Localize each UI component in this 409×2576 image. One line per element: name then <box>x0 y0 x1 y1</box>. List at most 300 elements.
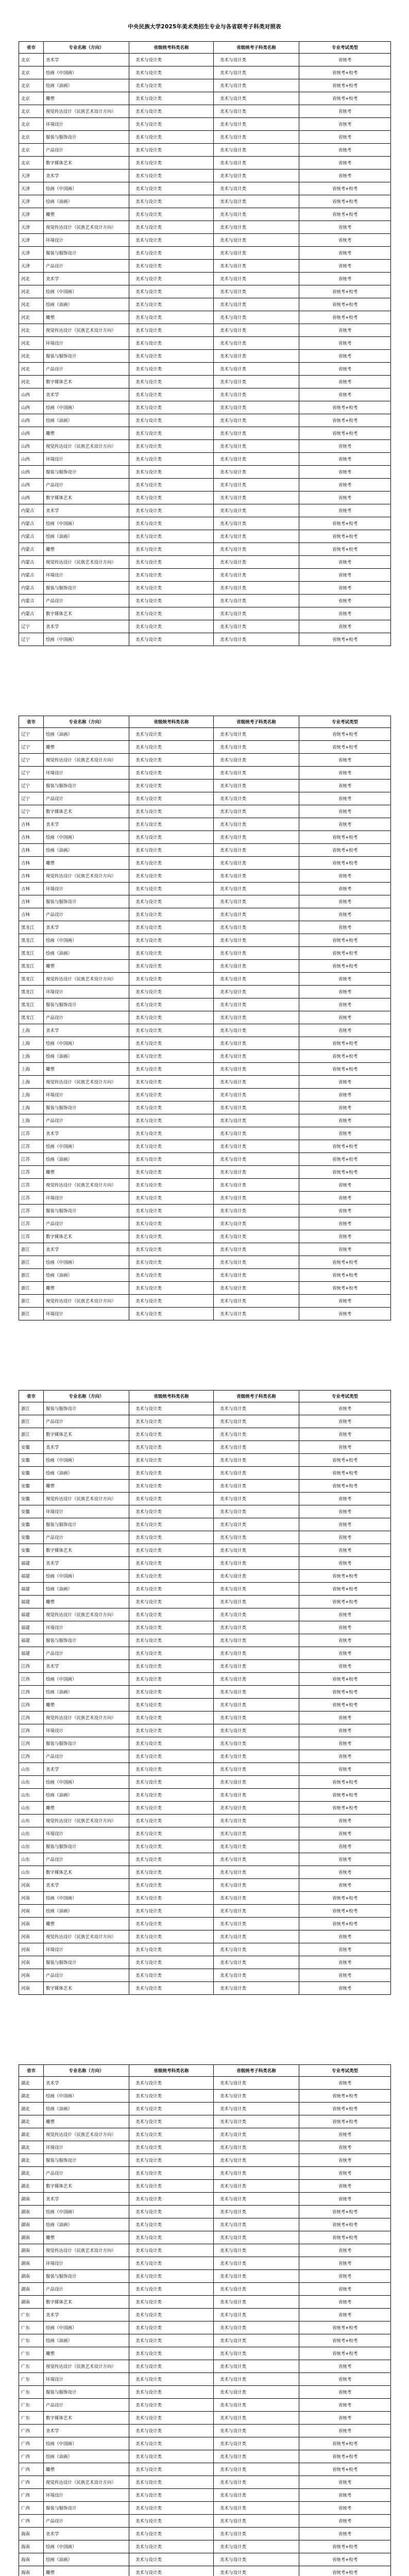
table-row <box>19 2257 391 2270</box>
cell-province: 安徽 <box>19 1441 44 1454</box>
header-row <box>19 1391 391 1402</box>
cell-exam-type: 省统考 <box>299 504 391 517</box>
cell-exam-subcategory: 美术与设计类 <box>214 1776 299 1789</box>
cell-province: 吉林 <box>19 857 44 870</box>
cell-exam-type: 省统考 <box>299 479 391 492</box>
table-row <box>19 285 391 298</box>
cell-exam-subcategory: 美术与设计类 <box>214 2386 299 2399</box>
cell-major: 环境设计 <box>44 1192 129 1205</box>
cell-major: 雕塑 <box>44 1063 129 1076</box>
cell-major: 产品设计 <box>44 260 129 273</box>
cell-province: 湖北 <box>19 2103 44 2115</box>
header-exam-category: 省级统考科类名称 <box>129 42 214 54</box>
cell-major: 数字媒体艺术 <box>44 2296 129 2309</box>
cell-province: 上海 <box>19 1063 44 1076</box>
cell-major: 绘画（油画） <box>44 195 129 208</box>
table-row <box>19 921 391 934</box>
cell-exam-category: 美术与设计类 <box>129 1711 214 1724</box>
cell-major: 视觉传达设计（民族艺术设计方向） <box>44 1076 129 1089</box>
cell-exam-subcategory: 美术与设计类 <box>214 2528 299 2540</box>
table-row <box>19 556 391 569</box>
table-row <box>19 607 391 620</box>
cell-exam-category: 美术与设计类 <box>129 1179 214 1192</box>
table-row <box>19 427 391 440</box>
cell-exam-subcategory: 美术与设计类 <box>214 2412 299 2425</box>
cell-exam-subcategory: 美术与设计类 <box>214 2463 299 2476</box>
cell-major: 视觉传达设计（民族艺术设计方向） <box>44 973 129 986</box>
cell-major: 美术学 <box>44 1879 129 1892</box>
cell-exam-subcategory: 美术与设计类 <box>214 2206 299 2218</box>
cell-province: 河北 <box>19 311 44 324</box>
cell-exam-category: 美术与设计类 <box>129 2566 214 2576</box>
cell-exam-type: 省统考 <box>299 1076 391 1089</box>
header-province: 省市 <box>19 1391 44 1402</box>
cell-major: 雕塑 <box>44 2566 129 2576</box>
cell-exam-category: 美术与设计类 <box>129 1699 214 1711</box>
table-row <box>19 844 391 857</box>
cell-province: 江苏 <box>19 1140 44 1153</box>
cell-exam-type: 省统考 <box>299 1505 391 1518</box>
table-row <box>19 2373 391 2386</box>
cell-major: 数字媒体艺术 <box>44 805 129 818</box>
table-row <box>19 1282 391 1295</box>
table-row <box>19 1114 391 1127</box>
cell-major: 绘画（油画） <box>44 1686 129 1699</box>
cell-exam-type: 省统考 <box>299 1415 391 1428</box>
cell-exam-type: 省统考+校考 <box>299 92 391 105</box>
table-row <box>19 1724 391 1737</box>
cell-province: 山西 <box>19 440 44 453</box>
table-row <box>19 92 391 105</box>
cell-exam-subcategory: 美术与设计类 <box>214 1179 299 1192</box>
cell-major: 美术学 <box>44 1763 129 1776</box>
cell-exam-type: 省统考 <box>299 1531 391 1544</box>
cell-exam-type: 省统考 <box>299 492 391 504</box>
cell-exam-type: 省统考 <box>299 157 391 170</box>
cell-exam-subcategory: 美术与设计类 <box>214 543 299 556</box>
cell-province: 浙江 <box>19 1282 44 1295</box>
cell-province: 北京 <box>19 157 44 170</box>
cell-province: 广东 <box>19 2321 44 2334</box>
cell-major: 绘画（中国画） <box>44 1256 129 1269</box>
cell-major: 环境设计 <box>44 569 129 582</box>
cell-province: 山西 <box>19 401 44 414</box>
table-row <box>19 440 391 453</box>
cell-province: 江苏 <box>19 1153 44 1166</box>
cell-province: 天津 <box>19 221 44 234</box>
cell-major: 绘画（油画） <box>44 2450 129 2463</box>
cell-exam-category: 美术与设计类 <box>129 1930 214 1943</box>
table-row <box>19 1050 391 1063</box>
cell-exam-type: 省统考 <box>299 54 391 66</box>
cell-province: 安徽 <box>19 1505 44 1518</box>
table-row <box>19 453 391 466</box>
cell-province: 内蒙古 <box>19 595 44 607</box>
table-row <box>19 1308 391 1320</box>
table-row <box>19 1892 391 1905</box>
cell-province: 天津 <box>19 182 44 195</box>
table-row <box>19 208 391 221</box>
cell-exam-category: 美术与设计类 <box>129 973 214 986</box>
cell-exam-type: 省统考 <box>299 1930 391 1943</box>
cell-province: 浙江 <box>19 1269 44 1282</box>
cell-major: 数字媒体艺术 <box>44 1428 129 1441</box>
cell-exam-category: 美术与设计类 <box>129 66 214 79</box>
cell-exam-subcategory: 美术与设计类 <box>214 1140 299 1153</box>
cell-province: 广东 <box>19 2347 44 2360</box>
cell-exam-subcategory: 美术与设计类 <box>214 1699 299 1711</box>
cell-major: 绘画（油画） <box>44 2218 129 2231</box>
cell-major: 美术学 <box>44 504 129 517</box>
cell-exam-category: 美术与设计类 <box>129 118 214 131</box>
cell-exam-subcategory: 美术与设计类 <box>214 2347 299 2360</box>
cell-exam-subcategory: 美术与设计类 <box>214 895 299 908</box>
table-row <box>19 2218 391 2231</box>
table-row <box>19 2244 391 2257</box>
cell-province: 辽宁 <box>19 754 44 767</box>
cell-province: 广西 <box>19 2437 44 2450</box>
cell-exam-subcategory: 美术与设计类 <box>214 1737 299 1750</box>
table-row <box>19 221 391 234</box>
table-row <box>19 1505 391 1518</box>
cell-exam-type: 省统考+校考 <box>299 1673 391 1686</box>
cell-exam-subcategory: 美术与设计类 <box>214 582 299 595</box>
table-row <box>19 779 391 792</box>
cell-exam-type: 省统考+校考 <box>299 182 391 195</box>
cell-exam-subcategory: 美术与设计类 <box>214 1518 299 1531</box>
cell-exam-subcategory: 美术与设计类 <box>214 1295 299 1308</box>
cell-exam-type: 省统考 <box>299 2412 391 2425</box>
cell-exam-subcategory: 美术与设计类 <box>214 2360 299 2373</box>
cell-exam-subcategory: 美术与设计类 <box>214 1943 299 1956</box>
cell-exam-type: 省统考 <box>299 2489 391 2502</box>
cell-province: 福建 <box>19 1621 44 1634</box>
cell-province: 浙江 <box>19 1415 44 1428</box>
cell-exam-subcategory: 美术与设计类 <box>214 2553 299 2566</box>
cell-exam-subcategory: 美术与设计类 <box>214 144 299 157</box>
table-row <box>19 2231 391 2244</box>
cell-exam-category: 美术与设计类 <box>129 376 214 388</box>
table-row <box>19 1101 391 1114</box>
cell-exam-type: 省统考 <box>299 453 391 466</box>
cell-exam-subcategory: 美术与设计类 <box>214 754 299 767</box>
cell-exam-subcategory: 美术与设计类 <box>214 311 299 324</box>
cell-province: 河南 <box>19 1879 44 1892</box>
cell-exam-type: 省统考+校考 <box>299 1918 391 1930</box>
table-row <box>19 1441 391 1454</box>
cell-exam-subcategory: 美术与设计类 <box>214 1557 299 1570</box>
cell-province: 广东 <box>19 2360 44 2373</box>
cell-exam-type: 省统考 <box>299 1493 391 1505</box>
cell-exam-category: 美术与设计类 <box>129 2334 214 2347</box>
cell-exam-subcategory: 美术与设计类 <box>214 79 299 92</box>
cell-major: 服装与服饰设计 <box>44 1956 129 1969</box>
cell-exam-type: 省统考 <box>299 440 391 453</box>
cell-exam-subcategory: 美术与设计类 <box>214 2309 299 2321</box>
cell-exam-subcategory: 美术与设计类 <box>214 2244 299 2257</box>
cell-exam-type: 省统考 <box>299 350 391 363</box>
cell-province: 广东 <box>19 2373 44 2386</box>
cell-province: 广西 <box>19 2515 44 2528</box>
cell-exam-category: 美术与设计类 <box>129 1557 214 1570</box>
cell-major: 美术学 <box>44 1024 129 1037</box>
cell-exam-category: 美术与设计类 <box>129 1076 214 1089</box>
table-row <box>19 2090 391 2103</box>
cell-exam-type: 省统考 <box>299 595 391 607</box>
cell-major: 产品设计 <box>44 1114 129 1127</box>
cell-exam-type: 省统考+校考 <box>299 1905 391 1918</box>
table-row <box>19 105 391 118</box>
cell-exam-type: 省统考 <box>299 1621 391 1634</box>
table-row <box>19 2386 391 2399</box>
cell-exam-subcategory: 美术与设计类 <box>214 2154 299 2167</box>
table-row <box>19 2154 391 2167</box>
cell-major: 绘画（中国画） <box>44 1454 129 1467</box>
cell-major: 环境设计 <box>44 1827 129 1840</box>
cell-province: 辽宁 <box>19 633 44 646</box>
cell-exam-type: 省统考 <box>299 376 391 388</box>
cell-province: 天津 <box>19 260 44 273</box>
cell-exam-subcategory: 美术与设计类 <box>214 1866 299 1879</box>
cell-exam-type: 省统考+校考 <box>299 2437 391 2450</box>
table-row <box>19 1608 391 1621</box>
cell-exam-category: 美术与设计类 <box>129 1570 214 1583</box>
table-row <box>19 1011 391 1024</box>
cell-major: 美术学 <box>44 1127 129 1140</box>
cell-exam-type: 省统考 <box>299 1840 391 1853</box>
cell-exam-subcategory: 美术与设计类 <box>214 1802 299 1815</box>
cell-exam-subcategory: 美术与设计类 <box>214 92 299 105</box>
cell-exam-type: 省统考 <box>299 1634 391 1647</box>
table-row <box>19 1089 391 1101</box>
cell-province: 湖北 <box>19 2141 44 2154</box>
cell-exam-category: 美术与设计类 <box>129 2476 214 2489</box>
cell-province: 山东 <box>19 1815 44 1827</box>
cell-exam-type: 省统考 <box>299 1441 391 1454</box>
cell-exam-subcategory: 美术与设计类 <box>214 1724 299 1737</box>
cell-major: 绘画（中国画） <box>44 1037 129 1050</box>
cell-province: 广东 <box>19 2334 44 2347</box>
cell-exam-subcategory: 美术与设计类 <box>214 1153 299 1166</box>
cell-exam-subcategory: 美术与设计类 <box>214 1024 299 1037</box>
cell-major: 视觉传达设计（民族艺术设计方向） <box>44 221 129 234</box>
page-3 <box>0 1349 409 2023</box>
cell-exam-subcategory: 美术与设计类 <box>214 921 299 934</box>
cell-exam-category: 美术与设计类 <box>129 1011 214 1024</box>
cell-exam-category: 美术与设计类 <box>129 208 214 221</box>
cell-exam-type: 省统考 <box>299 2425 391 2437</box>
table-row <box>19 195 391 208</box>
cell-exam-category: 美术与设计类 <box>129 2528 214 2540</box>
cell-exam-category: 美术与设计类 <box>129 934 214 947</box>
cell-province: 广西 <box>19 2450 44 2463</box>
cell-province: 北京 <box>19 66 44 79</box>
table-row <box>19 2180 391 2193</box>
cell-exam-subcategory: 美术与设计类 <box>214 170 299 182</box>
cell-exam-category: 美术与设计类 <box>129 2296 214 2309</box>
cell-exam-type: 省统考 <box>299 2257 391 2270</box>
table-row <box>19 1840 391 1853</box>
cell-major: 视觉传达设计（民族艺术设计方向） <box>44 324 129 337</box>
cell-exam-subcategory: 美术与设计类 <box>214 1969 299 1982</box>
cell-exam-type: 省统考 <box>299 779 391 792</box>
header-major: 专业名称（方向） <box>44 1391 129 1402</box>
cell-exam-category: 美术与设计类 <box>129 1737 214 1750</box>
table-row <box>19 2167 391 2180</box>
cell-exam-category: 美术与设计类 <box>129 2167 214 2180</box>
table-header <box>19 1391 391 1402</box>
cell-exam-category: 美术与设计类 <box>129 1918 214 1930</box>
cell-exam-subcategory: 美术与设计类 <box>214 2399 299 2412</box>
cell-exam-type: 省统考 <box>299 2141 391 2154</box>
cell-major: 绘画（中国画） <box>44 1140 129 1153</box>
table-row <box>19 1660 391 1673</box>
cell-province: 广西 <box>19 2489 44 2502</box>
cell-province: 河北 <box>19 273 44 285</box>
table-row <box>19 1518 391 1531</box>
table-row <box>19 728 391 741</box>
table-row <box>19 1256 391 1269</box>
cell-exam-type: 省统考+校考 <box>299 1802 391 1815</box>
cell-exam-type: 省统考+校考 <box>299 1256 391 1269</box>
table-row <box>19 79 391 92</box>
cell-major: 产品设计 <box>44 2515 129 2528</box>
cell-exam-type: 省统考+校考 <box>299 1480 391 1493</box>
cell-exam-category: 美术与设计类 <box>129 2321 214 2334</box>
cell-province: 上海 <box>19 1024 44 1037</box>
header-exam-category: 省级统考科类名称 <box>129 716 214 728</box>
cell-province: 吉林 <box>19 831 44 844</box>
header-exam-type: 专业考试类型 <box>299 1391 391 1402</box>
cell-exam-subcategory: 美术与设计类 <box>214 1596 299 1608</box>
cell-major: 视觉传达设计（民族艺术设计方向） <box>44 1815 129 1827</box>
table-row <box>19 1621 391 1634</box>
cell-major: 绘画（油画） <box>44 2334 129 2347</box>
cell-exam-category: 美术与设计类 <box>129 1467 214 1480</box>
cell-province: 上海 <box>19 1089 44 1101</box>
cell-major: 服装与服饰设计 <box>44 466 129 479</box>
cell-exam-type: 省统考 <box>299 273 391 285</box>
cell-exam-subcategory: 美术与设计类 <box>214 1402 299 1415</box>
cell-province: 山东 <box>19 1789 44 1802</box>
cell-exam-type: 省统考+校考 <box>299 208 391 221</box>
cell-major: 服装与服饰设计 <box>44 1205 129 1217</box>
cell-exam-subcategory: 美术与设计类 <box>214 620 299 633</box>
cell-exam-type: 省统考 <box>299 1217 391 1230</box>
cell-province: 天津 <box>19 247 44 260</box>
cell-province: 广西 <box>19 2476 44 2489</box>
table-row <box>19 934 391 947</box>
table-row <box>19 337 391 350</box>
cell-exam-category: 美术与设计类 <box>129 1230 214 1243</box>
cell-exam-subcategory: 美术与设计类 <box>214 1505 299 1518</box>
cell-exam-category: 美术与设计类 <box>129 569 214 582</box>
cell-exam-type: 省统考+校考 <box>299 633 391 646</box>
cell-province: 吉林 <box>19 895 44 908</box>
table-row <box>19 1827 391 1840</box>
cell-major: 环境设计 <box>44 2141 129 2154</box>
cell-exam-type: 省统考+校考 <box>299 934 391 947</box>
cell-exam-type: 省统考 <box>299 221 391 234</box>
cell-province: 河北 <box>19 376 44 388</box>
cell-province: 山东 <box>19 1776 44 1789</box>
cell-province: 吉林 <box>19 883 44 895</box>
cell-province: 内蒙古 <box>19 517 44 530</box>
cell-exam-category: 美术与设计类 <box>129 1243 214 1256</box>
cell-exam-category: 美术与设计类 <box>129 1879 214 1892</box>
table-row <box>19 2412 391 2425</box>
table-row <box>19 1037 391 1050</box>
cell-exam-subcategory: 美术与设计类 <box>214 66 299 79</box>
cell-exam-type: 省统考 <box>299 466 391 479</box>
cell-province: 山东 <box>19 1763 44 1776</box>
cell-province: 北京 <box>19 144 44 157</box>
cell-exam-category: 美术与设计类 <box>129 1596 214 1608</box>
cell-major: 绘画（中国画） <box>44 1892 129 1905</box>
cell-major: 绘画（油画） <box>44 2103 129 2115</box>
cell-exam-subcategory: 美术与设计类 <box>214 960 299 973</box>
cell-exam-type: 省统考+校考 <box>299 1140 391 1153</box>
cell-province: 福建 <box>19 1583 44 1596</box>
table-row <box>19 414 391 427</box>
cell-exam-subcategory: 美术与设计类 <box>214 973 299 986</box>
cell-exam-category: 美术与设计类 <box>129 350 214 363</box>
cell-province: 山西 <box>19 479 44 492</box>
cell-province: 浙江 <box>19 1428 44 1441</box>
table-row <box>19 1428 391 1441</box>
cell-exam-subcategory: 美术与设计类 <box>214 792 299 805</box>
cell-exam-category: 美术与设计类 <box>129 1608 214 1621</box>
table-header <box>19 42 391 54</box>
cell-exam-category: 美术与设计类 <box>129 1308 214 1320</box>
cell-exam-category: 美术与设计类 <box>129 960 214 973</box>
cell-exam-subcategory: 美术与设计类 <box>214 1750 299 1763</box>
cell-major: 雕塑 <box>44 1480 129 1493</box>
cell-exam-category: 美术与设计类 <box>129 2077 214 2090</box>
cell-major: 雕塑 <box>44 543 129 556</box>
cell-exam-type: 省统考 <box>299 582 391 595</box>
cell-exam-type: 省统考 <box>299 118 391 131</box>
table-row <box>19 2540 391 2553</box>
table-row <box>19 157 391 170</box>
cell-major: 雕塑 <box>44 2231 129 2244</box>
cell-exam-type: 省统考 <box>299 870 391 883</box>
cell-exam-category: 美术与设计类 <box>129 517 214 530</box>
cell-exam-category: 美术与设计类 <box>129 2154 214 2167</box>
cell-exam-subcategory: 美术与设计类 <box>214 54 299 66</box>
cell-exam-type: 省统考+校考 <box>299 427 391 440</box>
cell-exam-subcategory: 美术与设计类 <box>214 363 299 376</box>
cell-province: 天津 <box>19 234 44 247</box>
header-exam-category: 省级统考科类名称 <box>129 1391 214 1402</box>
table-row <box>19 2553 391 2566</box>
cell-exam-category: 美术与设计类 <box>129 883 214 895</box>
table-row <box>19 1127 391 1140</box>
table-row <box>19 620 391 633</box>
table-row <box>19 2077 391 2090</box>
cell-exam-type: 省统考 <box>299 1866 391 1879</box>
table-row <box>19 1673 391 1686</box>
cell-province: 辽宁 <box>19 767 44 779</box>
cell-exam-subcategory: 美术与设计类 <box>214 805 299 818</box>
table-row <box>19 1076 391 1089</box>
cell-major: 服装与服饰设计 <box>44 1518 129 1531</box>
cell-exam-type: 省统考 <box>299 1608 391 1621</box>
table-row <box>19 741 391 754</box>
cell-exam-subcategory: 美术与设计类 <box>214 2373 299 2386</box>
cell-major: 雕塑 <box>44 1166 129 1179</box>
cell-province: 河北 <box>19 350 44 363</box>
